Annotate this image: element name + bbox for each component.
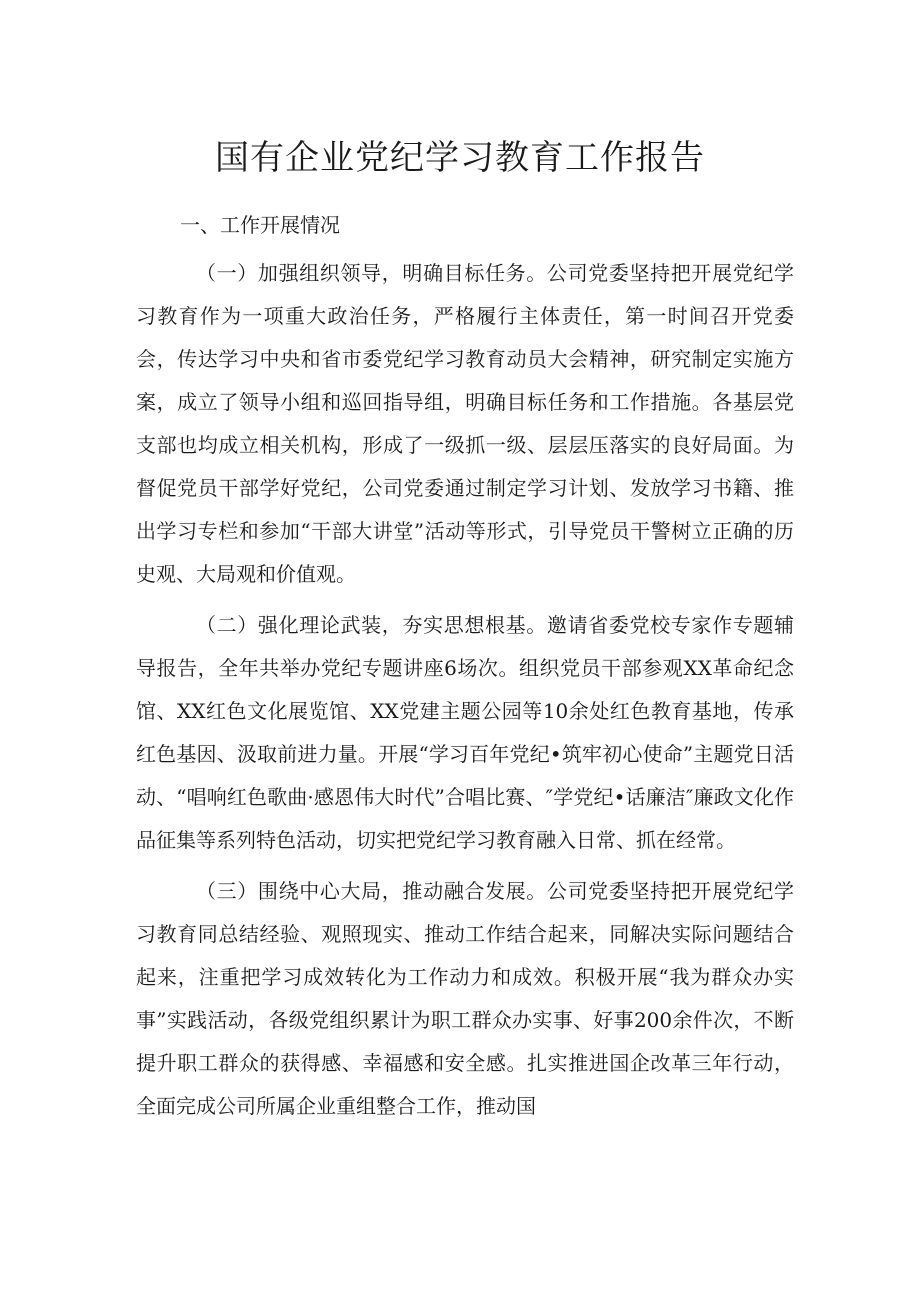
paragraph-1: （一）加强组织领导，明确目标任务。公司党委坚持把开展党纪学习教育作为一项重大政治任务，严格履行主体责任，第一时间召开党委会，传达学习中央和省市委党纪学习教育动员大会精神，研究制定实施方案，成立了领导小组和巡回指导组，明确目标任务和工作措施。各基层党支部也均成立相关机构，形成了一级抓一级、层层压落实的良好局面。为督促党员干部学好党纪，公司党委通过制定学习计划、发放学习书籍、推出学习专栏和参加“干部大讲堂”活动等形式，引导党员干警树立正确的历史观、大局观和价值观。: [136, 261, 794, 586]
paragraph-3: （三）围绕中心大局，推动融合发展。公司党委坚持把开展党纪学习教育同总结经验、观照现实、推动工作结合起来，同解决实际问题结合起来，注重把学习成效转化为工作动力和成效。积极开展“我为群众办实事”实践活动，各级党组织累计为职工群众办实事、好事200余件次，不断提升职工群众的获得感、幸福感和安全感。扎实推进国企改革三年行动，全面完成公司所属企业重组整合工作，推动国: [136, 879, 794, 1118]
paragraph-2: （二）强化理论武装，夯实思想根基。邀请省委党校专家作专题辅导报告，全年共举办党纪专题讲座6场次。组织党员干部参观XX革命纪念馆、XX红色文化展览馆、XX党建主题公园等10余处红色教育基地，传承红色基因、汲取前进力量。开展“学习百年党纪•筑牢初心使命”主题党日活动、“唱响红色歌曲·感恩伟大时代”合唱比赛、″学党纪•话廉洁″廉政文化作品征集等系列特色活动，切实把党纪学习教育融入日常、抓在经常。: [136, 613, 794, 852]
section-heading: 一、工作开展情况: [180, 213, 340, 237]
document-title: 国有企业党纪学习教育工作报告: [215, 138, 705, 178]
document-body: [136, 206, 794, 1128]
